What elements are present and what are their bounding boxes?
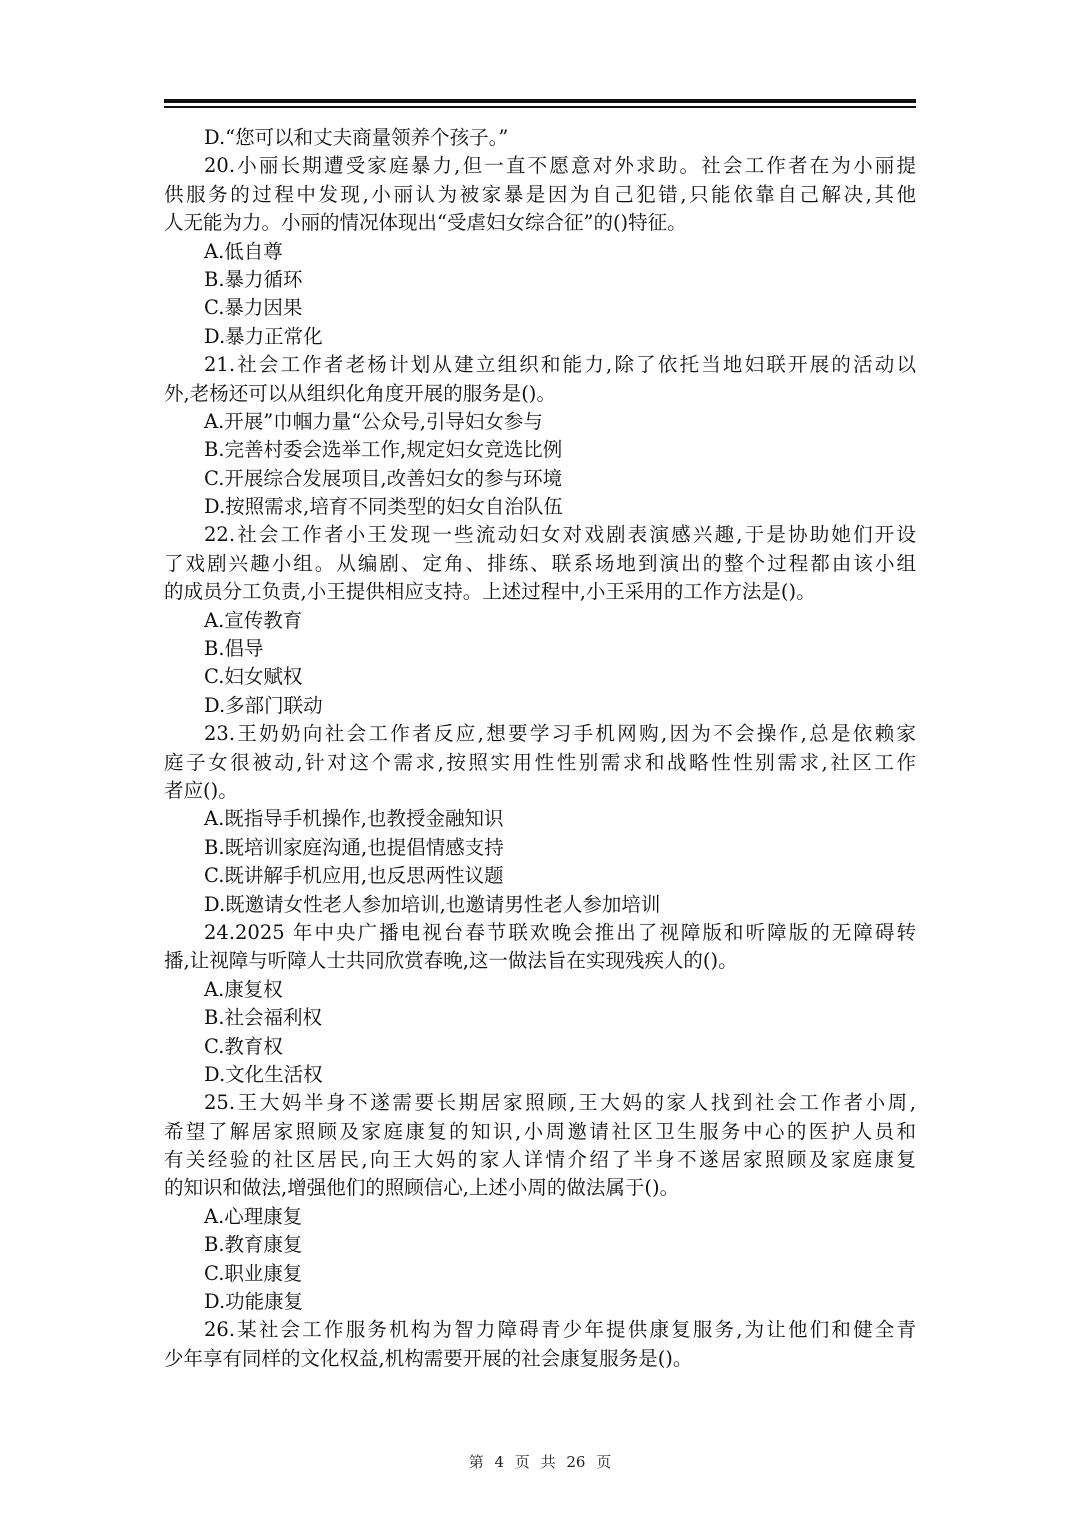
answer-option: C.暴力因果 — [204, 296, 303, 320]
question-text-line: 供服务的过程中发现,小丽认为被家暴是因为自己犯错,只能依靠自己解决,其他 — [164, 182, 916, 206]
answer-option: A.宣传教育 — [204, 608, 303, 632]
question-text-line: 24.2025 年中央广播电视台春节联欢晚会推出了视障版和听障版的无障碍转 — [204, 920, 916, 944]
answer-option: D.按照需求,培育不同类型的妇女自治队伍 — [204, 495, 563, 519]
question-text-line: 有关经验的社区居民,向王大妈的家人详情介绍了半身不遂居家照顾及家庭康复 — [164, 1148, 916, 1172]
question-text-line: 播,让视障与听障人士共同欣赏春晚,这一做法旨在实现残疾人的()。 — [164, 949, 738, 973]
answer-option: B.社会福利权 — [204, 1006, 323, 1030]
question-text-line: 25.王大妈半身不遂需要长期居家照顾,王大妈的家人找到社会工作者小周, — [204, 1091, 916, 1115]
answer-option: B.完善村委会选举工作,规定妇女竞选比例 — [204, 438, 563, 462]
answer-option: B.教育康复 — [204, 1233, 303, 1257]
question-text-line: 20.小丽长期遭受家庭暴力,但一直不愿意对外求助。社会工作者在为小丽提 — [204, 154, 916, 178]
question-text-line: 外,老杨还可以从组织化角度开展的服务是()。 — [164, 381, 556, 405]
answer-option: C.教育权 — [204, 1034, 283, 1058]
answer-option: C.开展综合发展项目,改善妇女的参与环境 — [204, 466, 563, 490]
answer-option: A.低自尊 — [204, 239, 283, 263]
page-footer: 第 4 页 共 26 页 — [468, 1453, 612, 1471]
question-text-line: 26.某社会工作服务机构为智力障碍青少年提供康复服务,为让他们和健全青 — [204, 1318, 916, 1342]
answer-option: C.职业康复 — [204, 1261, 303, 1285]
answer-option: D.文化生活权 — [204, 1062, 323, 1086]
answer-option: A.开展”巾帼力量“公众号,引导妇女参与 — [204, 409, 543, 433]
question-text-line: 了戏剧兴趣小组。从编剧、定角、排练、联系场地到演出的整个过程都由该小组 — [164, 551, 916, 575]
question-text-line: 少年享有同样的文化权益,机构需要开展的社会康复服务是()。 — [164, 1346, 693, 1370]
document-body — [164, 124, 916, 1373]
answer-option: D.既邀请女性老人参加培训,也邀请男性老人参加培训 — [204, 892, 661, 916]
answer-option: B.倡导 — [204, 637, 264, 661]
question-text-line: 希望了解居家照顾及家庭康复的知识,小周邀请社区卫生服务中心的医护人员和 — [164, 1119, 916, 1143]
answer-option: D.暴力正常化 — [204, 324, 323, 348]
answer-option: A.心理康复 — [204, 1204, 303, 1228]
answer-option: A.既指导手机操作,也教授金融知识 — [204, 807, 504, 831]
question-text-line: 22.社会工作者小王发现一些流动妇女对戏剧表演感兴趣,于是协助她们开设 — [204, 523, 916, 547]
answer-option: B.既培训家庭沟通,也提倡情感支持 — [204, 835, 504, 859]
header-rule-thick — [164, 99, 916, 103]
question-text-line: 庭子女很被动,针对这个需求,按照实用性性别需求和战略性性别需求,社区工作 — [164, 750, 916, 774]
answer-option: D.功能康复 — [204, 1290, 304, 1314]
question-text-line: 21.社会工作者老杨计划从建立组织和能力,除了依托当地妇联开展的活动以 — [204, 353, 916, 377]
header-double-rule — [164, 99, 916, 108]
answer-option: C.既讲解手机应用,也反思两性议题 — [204, 864, 504, 888]
answer-option: D.多部门联动 — [204, 693, 323, 717]
answer-option: A.康复权 — [204, 977, 283, 1001]
answer-option: B.暴力循环 — [204, 267, 303, 291]
answer-option: D.“您可以和丈夫商量领养个孩子。” — [204, 126, 509, 149]
question-text-line: 者应()。 — [164, 778, 238, 802]
header-rule-thin — [164, 106, 916, 108]
question-text-line: 的成员分工负责,小王提供相应支持。上述过程中,小王采用的工作方法是()。 — [164, 580, 816, 604]
question-text-line: 23.王奶奶向社会工作者反应,想要学习手机网购,因为不会操作,总是依赖家 — [204, 722, 916, 746]
answer-option: C.妇女赋权 — [204, 665, 303, 689]
question-text-line: 的知识和做法,增强他们的照顾信心,上述小周的做法属于()。 — [164, 1176, 680, 1200]
question-text-line: 人无能为力。小丽的情况体现出“受虐妇女综合征”的()特征。 — [164, 211, 687, 235]
